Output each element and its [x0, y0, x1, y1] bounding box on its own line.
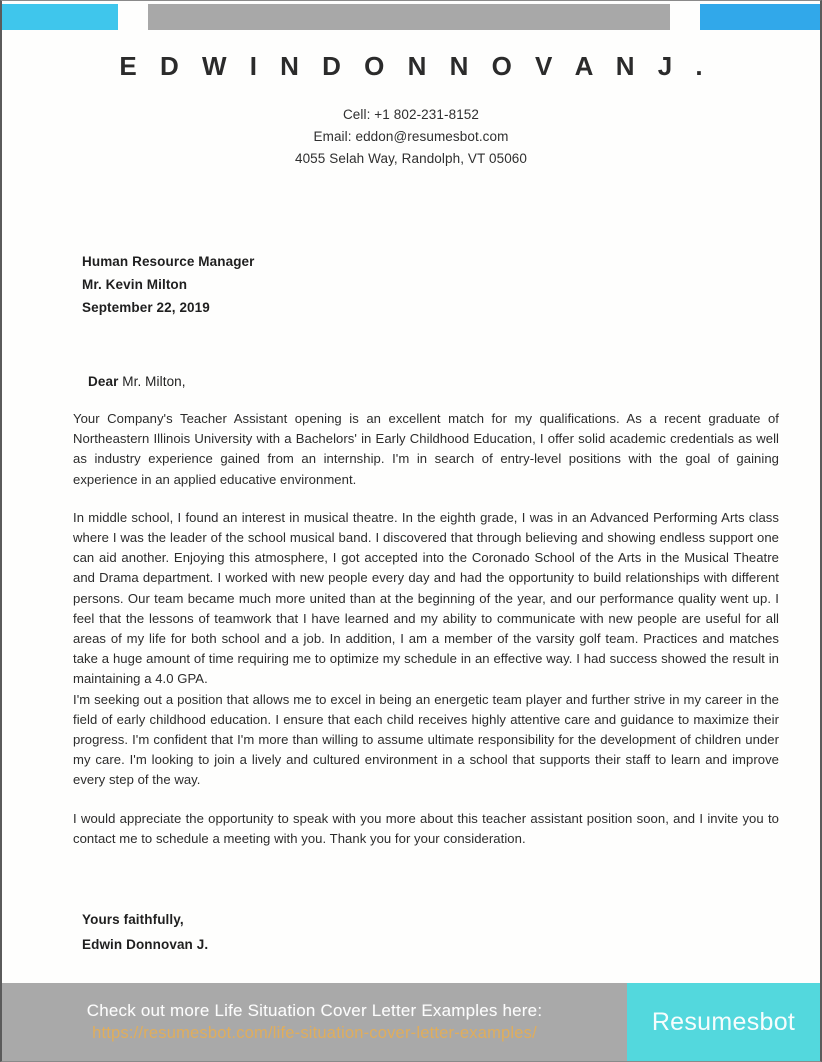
salutation-addressee: Mr. Milton,	[122, 374, 186, 389]
contact-email: Email: eddon@resumesbot.com	[313, 129, 509, 144]
salutation-greeting: Dear	[88, 374, 119, 389]
recipient-title: Human Resource Manager	[82, 254, 255, 269]
signature-closing: Yours faithfully,	[82, 912, 184, 927]
recipient-name: Mr. Kevin Milton	[82, 277, 188, 292]
top-accent-bar-blue	[700, 4, 820, 30]
salutation	[88, 374, 186, 389]
body-paragraph-3: I'm seeking out a position that allows me to excel in being an energetic team player and further strive in my career in the field of early childhood education. I ensure that each child receives highly attentive care and guidance to maximize their progress. I'm confident that I'm more than willing to assume ultimate responsibility for the development of children under my care. I'm looking to join a lively and cultured environment in a school that supports their staff to learn and improve every step of the way.	[73, 691, 779, 788]
signature-name: Edwin Donnovan J.	[82, 937, 209, 952]
brand-badge[interactable]	[627, 983, 820, 1061]
top-accent-bar-gray	[148, 4, 670, 30]
contact-phone: Cell: +1 802-231-8152	[342, 107, 480, 122]
page-title: E D W I N D O N N O V A N J .	[119, 51, 711, 81]
body-paragraph-4: I would appreciate the opportunity to speak with you more about this teacher assistant position soon, and I invite you to contact me to schedule a meeting with you. Thank you for your consideration.	[73, 810, 779, 846]
body-paragraph-2: In middle school, I found an interest in musical theatre. In the eighth grade, I was in an Advanced Performing Arts class where I was the leader of the school musical band. I discovered that through believing and showing endless support one can aid another. Enjoying this atmosphere, I got accepted into the Coronado School of the Arts in the Musical Theatre and Drama department. I worked with new people every day and had the opportunity to build relationships with different persons. Our team became much more united than at the beginning of the year, and our performance quality went up. I feel that the lessons of teamwork that I have learned and my ability to communicate with new people are useful for all areas of my life for both school and a job. In addition, I am a member of the varsity golf team. Practices and matches take a huge amount of time requiring me to optimize my schedule in an effective way. I had success showed the result in maintaining a 4.0 GPA.	[73, 509, 779, 687]
letter-date: September 22, 2019	[82, 300, 210, 315]
recipient-block	[82, 250, 255, 319]
letter-header	[2, 51, 820, 170]
footer-promo-text: Check out more Life Situation Cover Letter Examples here:	[86, 1001, 543, 1020]
signature-block	[82, 907, 208, 957]
top-accent-bar-cyan	[2, 4, 118, 30]
footer-promo	[2, 983, 627, 1061]
footer-banner	[2, 983, 820, 1061]
contact-address: 4055 Selah Way, Randolph, VT 05060	[294, 151, 528, 166]
footer-promo-link[interactable]: https://resumesbot.com/life-situation-cover-letter-examples/	[92, 1024, 537, 1042]
brand-name: Resumesbot	[651, 1007, 796, 1036]
body-paragraph-1: Your Company's Teacher Assistant opening is an excellent match for my qualifications. As a recent graduate of Northeastern Illinois University with a Bachelors' in Early Childhood Education, I offer solid academic credentials as well as industry experience gained from an internship. I'm in search of entry-level positions with the goal of gaining experience in an applied educative environment.	[73, 411, 779, 487]
letter-body	[73, 409, 779, 849]
